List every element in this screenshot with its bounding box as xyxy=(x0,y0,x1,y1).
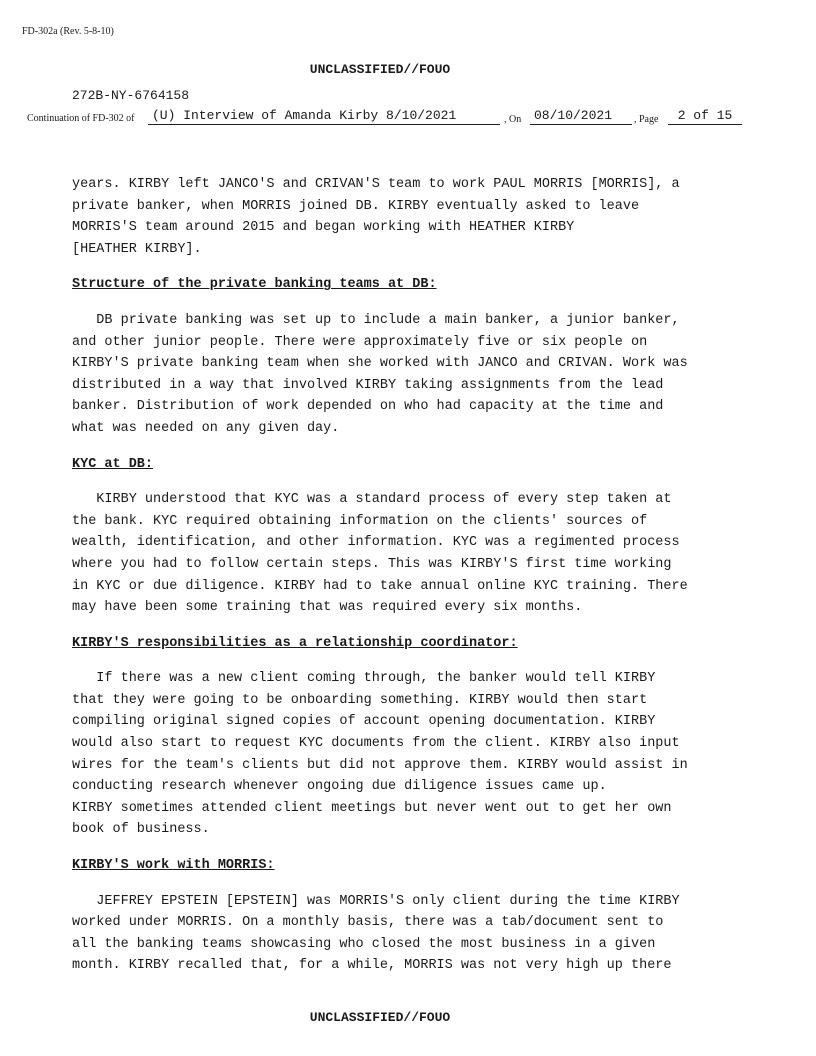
on-label: , On xyxy=(504,114,522,125)
paragraph-line: DB private banking was set up to include a main banker, a junior banker, xyxy=(72,312,680,328)
paragraph-line: and other junior people. There were approximately five or six people on xyxy=(72,334,648,350)
paragraph xyxy=(72,174,752,260)
page-field: 2 of 15 xyxy=(668,108,742,125)
paragraph-line: in KYC or due diligence. KIRBY had to take annual online KYC training. There xyxy=(72,578,688,594)
paragraph-line: KIRBY understood that KYC was a standard process of every step taken at xyxy=(72,492,672,508)
paragraph xyxy=(72,489,752,619)
paragraph-line: MORRIS'S team around 2015 and began working with HEATHER KIRBY xyxy=(72,220,575,236)
paragraph-line: month. KIRBY recalled that, for a while, MORRIS was not very high up there xyxy=(72,958,672,974)
section-heading: Structure of the private banking teams at DB: xyxy=(72,277,437,293)
paragraph-line: the bank. KYC required obtaining information on the clients' sources of xyxy=(72,513,648,529)
section-heading: KIRBY'S work with MORRIS: xyxy=(72,858,275,874)
paragraph-line: KIRBY'S private banking team when she worked with JANCO and CRIVAN. Work was xyxy=(72,356,688,372)
classification-header: UNCLASSIFIED//FOUO xyxy=(309,62,451,77)
paragraph xyxy=(72,891,752,977)
paragraph-line: private banker, when MORRIS joined DB. KIRBY eventually asked to leave xyxy=(72,198,640,214)
paragraph-line: wires for the team's clients but did not approve them. KIRBY would assist in xyxy=(72,757,688,773)
section-heading: KIRBY'S responsibilities as a relationship coordinator: xyxy=(72,635,518,651)
paragraph-line: would also start to request KYC documents from the client. KIRBY also input xyxy=(72,736,680,752)
paragraph-line: banker. Distribution of work depended on who had capacity at the time and xyxy=(72,399,664,415)
classification-footer: UNCLASSIFIED//FOUO xyxy=(309,1010,451,1025)
paragraph-line: compiling original signed copies of account opening documentation. KIRBY xyxy=(72,714,656,730)
paragraph-line: [HEATHER KIRBY]. xyxy=(72,241,202,257)
paragraph-line: all the banking teams showcasing who closed the most business in a given xyxy=(72,936,656,952)
paragraph-line: worked under MORRIS. On a monthly basis, there was a tab/document sent to xyxy=(72,915,664,931)
paragraph xyxy=(72,310,752,440)
form-id: FD-302a (Rev. 5-8-10) xyxy=(22,26,114,37)
paragraph-line: where you had to follow certain steps. This was KIRBY'S first time working xyxy=(72,556,672,572)
paragraph-line: years. KIRBY left JANCO'S and CRIVAN'S team to work PAUL MORRIS [MORRIS], a xyxy=(72,177,680,192)
paragraph-line: book of business. xyxy=(72,822,210,838)
paragraph-line: If there was a new client coming through, the banker would tell KIRBY xyxy=(72,671,656,687)
continuation-field: (U) Interview of Amanda Kirby 8/10/2021 xyxy=(148,108,500,125)
paragraph-line: distributed in a way that involved KIRBY taking assignments from the lead xyxy=(72,377,664,393)
paragraph-line: may have been some training that was required every six months. xyxy=(72,600,583,616)
page-label: , Page xyxy=(634,114,659,125)
paragraph xyxy=(72,668,752,841)
continuation-label: Continuation of FD-302 of xyxy=(27,113,135,124)
case-number: 272B-NY-6764158 xyxy=(72,88,190,103)
document-body xyxy=(72,174,752,991)
paragraph-line: KIRBY sometimes attended client meetings but never went out to get her own xyxy=(72,800,672,816)
paragraph-line: JEFFREY EPSTEIN [EPSTEIN] was MORRIS'S only client during the time KIRBY xyxy=(72,893,680,909)
paragraph-line: conducting research whenever ongoing due diligence issues came up. xyxy=(72,779,607,795)
paragraph-line: what was needed on any given day. xyxy=(72,420,340,436)
paragraph-line: that they were going to be onboarding something. KIRBY would then start xyxy=(72,692,648,708)
date-field: 08/10/2021 xyxy=(530,108,632,125)
section-heading: KYC at DB: xyxy=(72,456,154,472)
paragraph-line: wealth, identification, and other information. KYC was a regimented process xyxy=(72,535,680,551)
